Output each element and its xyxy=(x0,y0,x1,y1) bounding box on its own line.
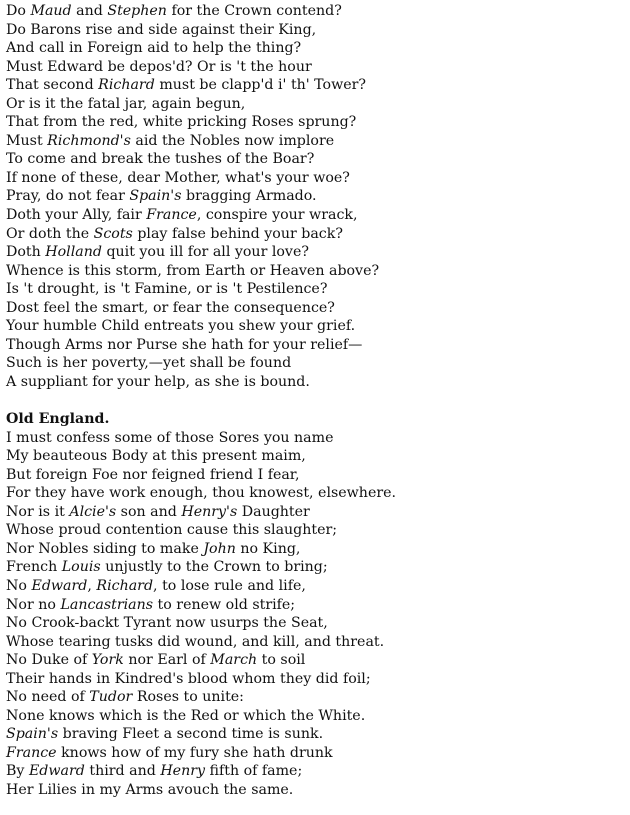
verse-text: A suppliant for your help, as she is bound. xyxy=(6,373,310,390)
verse-line xyxy=(6,299,626,318)
verse-text: Your humble Child entreats you shew your grief. xyxy=(6,318,356,335)
verse-line xyxy=(6,484,626,503)
verse-line xyxy=(6,95,626,114)
verse-line xyxy=(6,336,626,355)
verse-line xyxy=(6,280,626,299)
verse-line xyxy=(6,373,626,392)
verse-text: Do Barons rise and side against their King, xyxy=(6,21,317,38)
verse-italic-text: Richard xyxy=(96,577,154,594)
verse-text: , conspire your wrack, xyxy=(196,207,358,224)
verse-text: To come and break the tushes of the Boar? xyxy=(6,151,315,168)
verse-italic-text: Scots xyxy=(93,225,133,242)
verse-text: No Crook-backt Tyrant now usurps the Seat, xyxy=(6,615,328,632)
stanza-daughter xyxy=(6,2,626,391)
verse-line xyxy=(6,317,626,336)
verse-line xyxy=(6,58,626,77)
verse-text: Do xyxy=(6,3,31,19)
verse-text: Doth your Ally, fair xyxy=(6,207,147,224)
verse-italic-text: John xyxy=(203,540,236,557)
verse-text: Whose proud contention cause this slaughter; xyxy=(6,522,338,539)
verse-italic-text: Henry xyxy=(160,763,206,780)
verse-text: son and xyxy=(116,503,182,520)
verse-italic-text: France xyxy=(146,207,197,224)
verse-text: Or doth the xyxy=(6,225,94,242)
verse-line xyxy=(6,725,626,744)
verse-text: aid the Nobles now implore xyxy=(130,132,335,149)
verse-text: to soil xyxy=(257,652,306,669)
verse-line xyxy=(6,2,626,21)
verse-italic-text: Spain's xyxy=(129,188,182,205)
verse-line xyxy=(6,744,626,763)
verse-italic-text: Spain's xyxy=(6,726,59,743)
verse-italic-text: Maud xyxy=(30,3,72,19)
verse-line xyxy=(6,39,626,58)
verse-text: Dost feel the smart, or fear the consequence? xyxy=(6,299,335,316)
verse-text: and xyxy=(71,3,108,19)
verse-italic-text: Richmond's xyxy=(47,132,131,149)
verse-text: For they have work enough, thou knowest, elsewhere. xyxy=(6,485,397,502)
verse-text: Or is it the fatal jar, again begun, xyxy=(6,95,246,112)
verse-text: Though Arms nor Purse she hath for your relief— xyxy=(6,336,363,353)
verse-text: That second xyxy=(6,77,99,94)
verse-italic-text: Edward xyxy=(28,763,85,780)
verse-text: No need of xyxy=(6,689,90,706)
verse-text: Such is her poverty,—yet shall be found xyxy=(6,355,292,372)
verse-line xyxy=(6,614,626,633)
verse-text: play false behind your back? xyxy=(132,225,343,242)
verse-text: quit you ill for all your love? xyxy=(101,244,309,261)
verse-text: braving Fleet a second time is sunk. xyxy=(58,726,324,743)
verse-line xyxy=(6,707,626,726)
verse-line xyxy=(6,225,626,244)
verse-line xyxy=(6,187,626,206)
verse-italic-text: Tudor xyxy=(89,689,133,706)
verse-text: Whence is this storm, from Earth or Heaven above? xyxy=(6,262,380,279)
verse-line xyxy=(6,132,626,151)
verse-line xyxy=(6,596,626,615)
stanza-lines xyxy=(6,429,626,800)
verse-line xyxy=(6,243,626,262)
verse-text: No Duke of xyxy=(6,652,92,669)
verse-italic-text: Lancastrians xyxy=(60,596,154,613)
verse-line xyxy=(6,577,626,596)
verse-text: Is 't drought, is 't Famine, or is 't Pestilence? xyxy=(6,281,328,298)
verse-text: But foreign Foe nor feigned friend I fear, xyxy=(6,466,300,483)
verse-line xyxy=(6,150,626,169)
verse-text: no King, xyxy=(235,540,301,557)
verse-text: third and xyxy=(84,763,161,780)
verse-italic-text: Holland xyxy=(45,244,102,261)
speaker-heading: Old England. xyxy=(6,411,110,428)
verse-text: My beauteous Body at this present maim, xyxy=(6,448,306,465)
verse-line xyxy=(6,670,626,689)
verse-line xyxy=(6,21,626,40)
verse-text: unjustly to the Crown to bring; xyxy=(100,559,328,576)
verse-text: must be clapp'd i' th' Tower? xyxy=(154,77,367,94)
verse-text: knows how of my fury she hath drunk xyxy=(56,744,333,761)
verse-text: Nor is it xyxy=(6,503,70,520)
verse-text: for the Crown contend? xyxy=(166,3,342,19)
verse-text: fifth of fame; xyxy=(205,763,303,780)
stanza-old-england xyxy=(6,410,626,799)
verse-text: , to lose rule and life, xyxy=(153,577,306,594)
verse-line xyxy=(6,762,626,781)
verse-text: , xyxy=(87,577,97,594)
verse-line xyxy=(6,558,626,577)
verse-text: And call in Foreign aid to help the thing? xyxy=(6,40,302,57)
verse-text: French xyxy=(6,559,62,576)
verse-italic-text: Stephen xyxy=(107,3,167,19)
verse-italic-text: France xyxy=(6,744,57,761)
verse-line xyxy=(6,466,626,485)
verse-text: to renew old strife; xyxy=(153,596,296,613)
verse-line xyxy=(6,633,626,652)
verse-line xyxy=(6,651,626,670)
verse-italic-text: Edward xyxy=(31,577,88,594)
verse-line xyxy=(6,206,626,225)
verse-text: If none of these, dear Mother, what's your woe? xyxy=(6,169,350,186)
verse-text: Must Edward be depos'd? Or is 't the hour xyxy=(6,58,312,75)
verse-text: I must confess some of those Sores you name xyxy=(6,429,334,446)
verse-text: nor Earl of xyxy=(123,652,211,669)
verse-text: Pray, do not fear xyxy=(6,188,130,205)
verse-text: Her Lilies in my Arms avouch the same. xyxy=(6,781,294,798)
verse-line xyxy=(6,429,626,448)
verse-line xyxy=(6,169,626,188)
verse-line xyxy=(6,540,626,559)
verse-italic-text: York xyxy=(91,652,124,669)
verse-line xyxy=(6,781,626,800)
verse-text: That from the red, white pricking Roses sprung? xyxy=(6,114,357,131)
verse-italic-text: Alcie's xyxy=(69,503,117,520)
verse-text: By xyxy=(6,763,29,780)
verse-line xyxy=(6,521,626,540)
verse-line xyxy=(6,447,626,466)
verse-line xyxy=(6,354,626,373)
verse-text: Their hands in Kindred's blood whom they did foil; xyxy=(6,670,371,687)
verse-italic-text: Richard xyxy=(98,77,155,94)
verse-italic-text: Henry's xyxy=(181,503,238,520)
verse-italic-text: March xyxy=(210,652,258,669)
verse-line xyxy=(6,113,626,132)
poem-page xyxy=(6,2,626,800)
verse-text: Daughter xyxy=(237,503,310,520)
verse-italic-text: Louis xyxy=(61,559,101,576)
verse-text: Roses to unite: xyxy=(132,689,244,706)
verse-text: Nor no xyxy=(6,596,61,613)
verse-text: bragging Armado. xyxy=(181,188,317,205)
verse-line xyxy=(6,688,626,707)
verse-text: No xyxy=(6,577,32,594)
verse-text: Doth xyxy=(6,244,46,261)
verse-line xyxy=(6,503,626,522)
verse-line xyxy=(6,76,626,95)
verse-line xyxy=(6,262,626,281)
verse-text: Must xyxy=(6,132,48,149)
verse-text: None knows which is the Red or which the White. xyxy=(6,707,366,724)
verse-text: Nor Nobles siding to make xyxy=(6,540,204,557)
verse-text: Whose tearing tusks did wound, and kill, and threat. xyxy=(6,633,385,650)
